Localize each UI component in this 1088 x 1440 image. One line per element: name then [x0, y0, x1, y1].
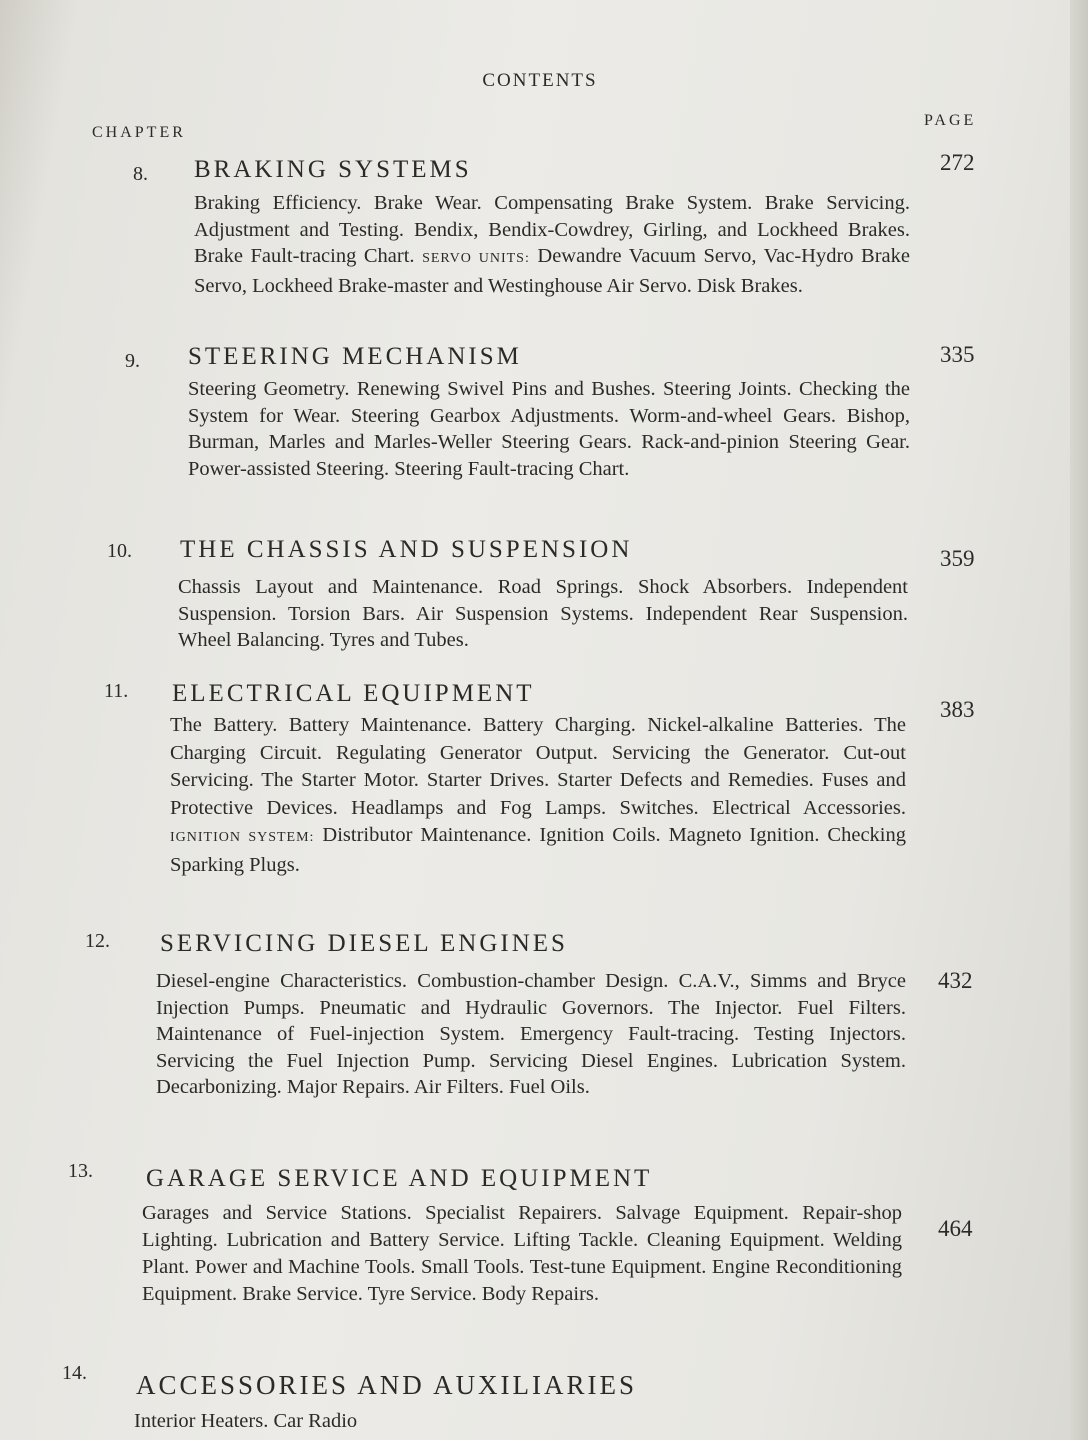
chapter-number: 12.: [85, 930, 110, 952]
page-edge: [1070, 0, 1088, 1440]
chapter-description: [194, 190, 910, 299]
chapter-page: 272: [940, 150, 975, 175]
chapter-description: Diesel-engine Characteristics. Combustion-chamber Design. C.A.V., Simms and Bryce Injection Pumps. Pneumatic and Hydraulic Governors. The Injector. Fuel Filters. Maintenance of Fuel-injection System. Emergency Fault-tracing. Testing Injectors. Servicing the Fuel Injection Pump. Servicing Diesel Engines. Lubrication System. Decarbonizing. Major Repairs. Air Filters. Fuel Oils.: [156, 970, 906, 1098]
chapter-description: Chassis Layout and Maintenance. Road Springs. Shock Absorbers. Independent Suspension. Torsion Bars. Air Suspension Systems. Independent Rear Suspension. Wheel Balancing. Tyres and Tubes.: [178, 576, 908, 651]
chapter-title: GARAGE SERVICE AND EQUIPMENT: [146, 1165, 653, 1192]
chapter-page: 383: [940, 697, 975, 722]
description-text-continued: Dewandre Vacuum Servo, Vac-Hydro Brake Servo, Lockheed Brake-master and Westinghouse Air Servo. Disk Brakes.: [194, 245, 911, 297]
chapter-number: 11.: [104, 680, 129, 702]
chapter-column-label: CHAPTER: [92, 124, 186, 141]
chapter-description: Steering Geometry. Renewing Swivel Pins and Bushes. Steering Joints. Checking the System for Wear. Steering Gearbox Adjustments. Worm-and-wheel Gears. Bishop, Burman, Marles and Marles-Weller Steering Gears. Rack-and-pinion Steering Gear. Power-assisted Steering. Steering Fault-tracing Chart.: [188, 378, 910, 480]
description-text-continued: Distributor Maintenance. Ignition Coils. Magneto Ignition. Checking Sparking Plugs.: [170, 824, 906, 876]
chapter-page: 335: [940, 342, 975, 367]
description-text: Braking Efficiency. Brake Wear. Compensating Brake System. Brake Servicing. Adjustment and Testing. Bendix, Bendix-Cowdrey, Girling, and Lockheed Brakes. Brake Fault-tracing Chart.: [194, 192, 910, 267]
chapter-number: 13.: [68, 1160, 93, 1182]
chapter-title: ACCESSORIES AND AUXILIARIES: [136, 1370, 638, 1400]
chapter-number: 9.: [125, 350, 140, 372]
description-subheading: SERVO UNITS:: [422, 251, 530, 266]
chapter-page: 464: [938, 1216, 973, 1241]
chapter-number: 14.: [62, 1362, 87, 1384]
chapter-description: [170, 712, 906, 879]
description-subheading: IGNITION SYSTEM:: [170, 830, 315, 845]
description-text: The Battery. Battery Maintenance. Battery Charging. Nickel-alkaline Batteries. The Charging Circuit. Regulating Generator Output. Servicing the Generator. Cut-out Servicing. The Starter Motor. Starter Drives. Starter Defects and Remedies. Fuses and Protective Devices. Headlamps and Fog Lamps. Switches. Electrical Accessories.: [170, 714, 906, 819]
page-column-label: PAGE: [924, 112, 977, 129]
chapter-title: ELECTRICAL EQUIPMENT: [172, 680, 535, 707]
chapter-page: 432: [938, 968, 973, 993]
chapter-title: STEERING MECHANISM: [188, 343, 522, 370]
chapter-title: BRAKING SYSTEMS: [194, 156, 472, 183]
chapter-title: SERVICING DIESEL ENGINES: [160, 930, 568, 957]
chapter-number: 10.: [107, 540, 132, 562]
chapter-title: THE CHASSIS AND SUSPENSION: [180, 536, 633, 563]
chapter-number: 8.: [133, 163, 148, 185]
contents-heading: CONTENTS: [482, 70, 598, 91]
chapter-description: Interior Heaters. Car Radio: [134, 1410, 358, 1432]
chapter-description: Garages and Service Stations. Specialist Repairers. Salvage Equipment. Repair-shop Lighting. Lubrication and Battery Service. Lifting Tackle. Cleaning Equipment. Welding Plant. Power and Machine Tools. Small Tools. Test-tune Equipment. Engine Reconditioning Equipment. Brake Service. Tyre Service. Body Repairs.: [142, 1202, 902, 1305]
chapter-page: 359: [940, 546, 975, 571]
